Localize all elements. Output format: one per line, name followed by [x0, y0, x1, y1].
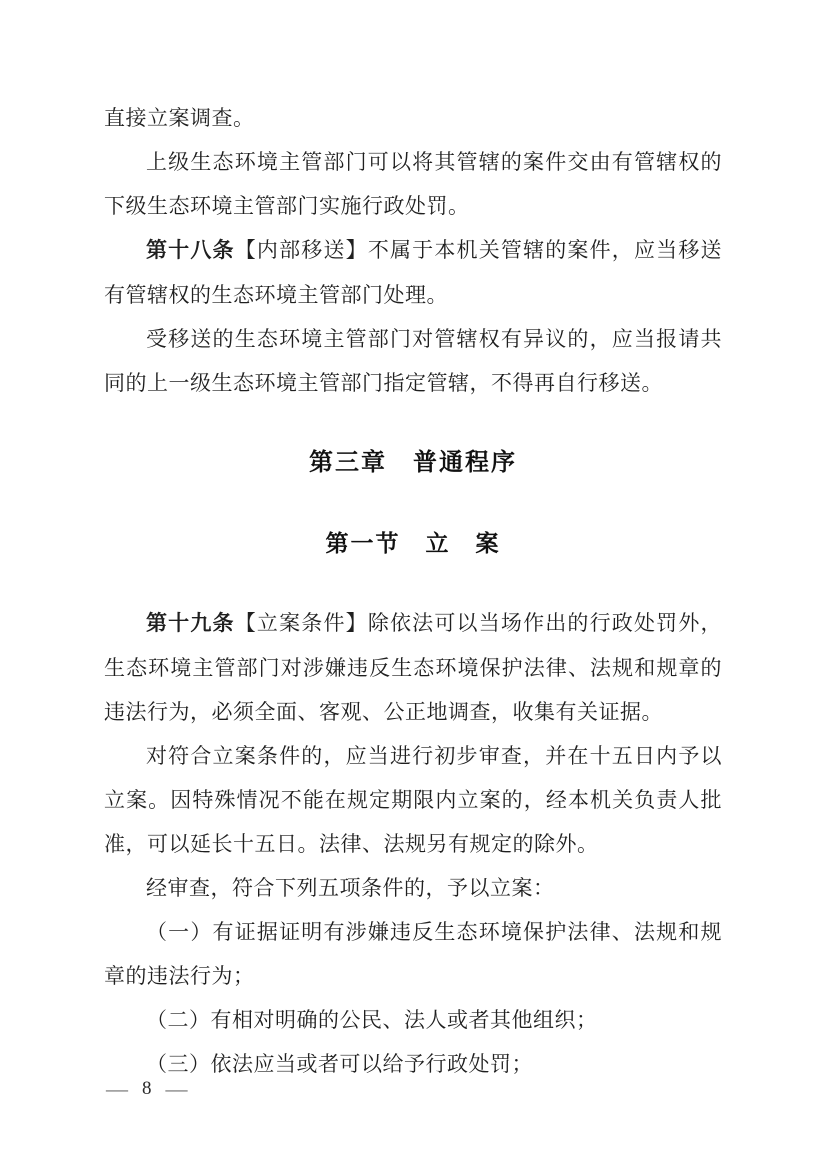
footer-dash-left: — [106, 1076, 128, 1101]
text-run: （三）依法应当或者可以给予行政处罚； [146, 1052, 533, 1076]
text-run: 经审查，符合下列五项条件的，予以立案： [146, 876, 555, 900]
text-run: 【内部移送】不属于本机关管辖的案件，应当移送有管辖权的生态环境主管部门处理。 [104, 238, 723, 307]
chapter-heading [104, 438, 722, 488]
paragraph [104, 140, 722, 228]
paragraph [104, 1042, 722, 1086]
paragraph [104, 601, 722, 734]
paragraph [104, 317, 722, 405]
text-run: （一）有证据证明有涉嫌违反生态环境保护法律、法规和规章的违法行为； [104, 920, 722, 988]
text-run: 直接立案调查。 [104, 106, 255, 130]
article-number-term: 第十八条 [146, 239, 235, 262]
document-body [104, 96, 722, 1086]
paragraph [104, 866, 722, 910]
text-run: 对符合立案条件的，应当进行初步审查，并在十五日内予以立案。因特殊情况不能在规定期限内立案的，经本机关负责人批准，可以延长十五日。法律、法规另有规定的除外。 [104, 744, 722, 856]
paragraph [104, 96, 722, 140]
article-number-term: 第十九条 [146, 612, 235, 635]
paragraph [104, 734, 722, 866]
paragraph [104, 998, 722, 1042]
article-number-term: 第一节 立 案 [325, 530, 501, 556]
page-footer [106, 1078, 188, 1100]
text-run: 上级生态环境主管部门可以将其管辖的案件交由有管辖权的下级生态环境主管部门实施行政处罚。 [104, 150, 722, 218]
section-heading [104, 518, 722, 568]
paragraph [104, 228, 722, 317]
page-number: 8 [142, 1078, 152, 1099]
paragraph [104, 910, 722, 998]
text-run: 受移送的生态环境主管部门对管辖权有异议的，应当报请共同的上一级生态环境主管部门指定管辖，不得再自行移送。 [104, 327, 722, 395]
text-run: 【立案条件】除依法可以当场作出的行政处罚外，生态环境主管部门对涉嫌违反生态环境保护法律、法规和规章的违法行为，必须全面、客观、公正地调查，收集有关证据。 [104, 611, 723, 724]
article-number-term: 第三章 普通程序 [309, 449, 517, 476]
footer-dash-right: — [165, 1076, 188, 1101]
text-run: （二）有相对明确的公民、法人或者其他组织； [146, 1008, 598, 1032]
